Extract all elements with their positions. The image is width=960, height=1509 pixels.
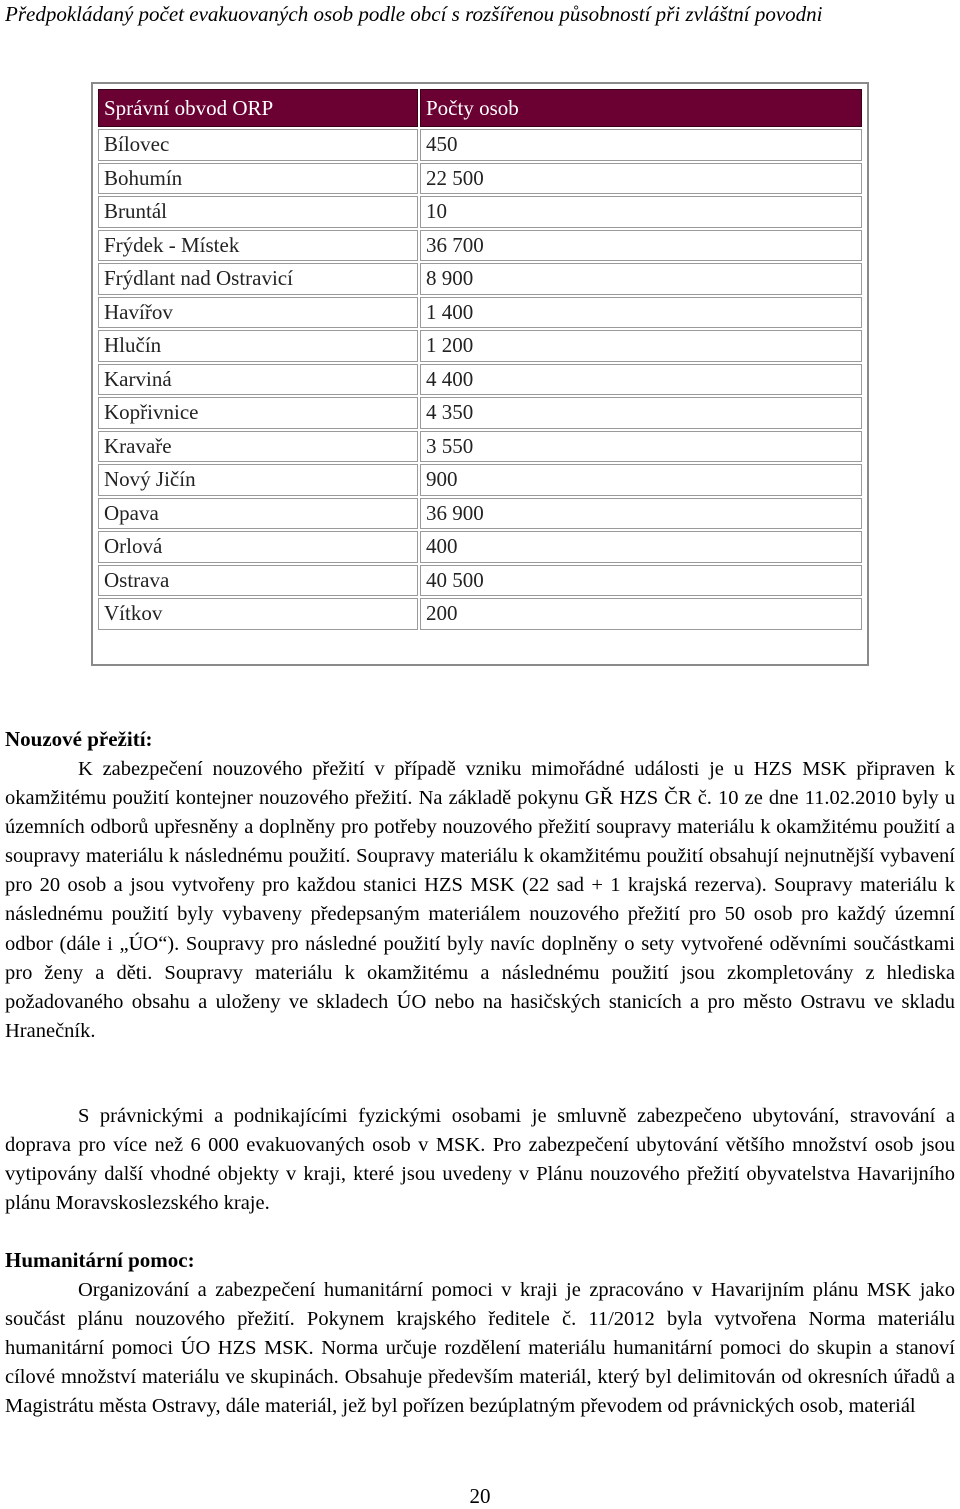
section-title-humanitarni-pomoc: Humanitární pomoc: bbox=[5, 1248, 195, 1272]
section-title-nouzove-preziti: Nouzové přežití: bbox=[5, 727, 153, 751]
person-count: 900 bbox=[420, 464, 862, 496]
evacuation-table bbox=[96, 87, 864, 632]
person-count: 1 200 bbox=[420, 330, 862, 362]
table-row bbox=[98, 163, 862, 195]
table-row bbox=[98, 297, 862, 329]
page-number: 20 bbox=[469, 1484, 491, 1508]
table-row bbox=[98, 531, 862, 563]
orp-name: Ostrava bbox=[98, 565, 418, 597]
orp-name: Opava bbox=[98, 498, 418, 530]
person-count: 4 350 bbox=[420, 397, 862, 429]
table-row bbox=[98, 464, 862, 496]
column-header-orp: Správní obvod ORP bbox=[98, 89, 418, 127]
orp-name: Havířov bbox=[98, 297, 418, 329]
person-count: 22 500 bbox=[420, 163, 862, 195]
orp-name: Karviná bbox=[98, 364, 418, 396]
orp-name: Frýdlant nad Ostravicí bbox=[98, 263, 418, 295]
person-count: 36 900 bbox=[420, 498, 862, 530]
table-row bbox=[98, 129, 862, 161]
table-row bbox=[98, 431, 862, 463]
orp-name: Frýdek - Místek bbox=[98, 230, 418, 262]
orp-name: Bohumín bbox=[98, 163, 418, 195]
orp-name: Orlová bbox=[98, 531, 418, 563]
table-row bbox=[98, 565, 862, 597]
orp-name: Bílovec bbox=[98, 129, 418, 161]
table-row bbox=[98, 263, 862, 295]
person-count: 8 900 bbox=[420, 263, 862, 295]
table-row bbox=[98, 598, 862, 630]
table-header-row bbox=[98, 89, 862, 127]
table-row bbox=[98, 196, 862, 228]
orp-name: Kravaře bbox=[98, 431, 418, 463]
orp-name: Vítkov bbox=[98, 598, 418, 630]
person-count: 10 bbox=[420, 196, 862, 228]
column-header-count: Počty osob bbox=[420, 89, 862, 127]
paragraph-humanitarni-1: Organizování a zabezpečení humanitární pomoci v kraji je zpracováno v Havarijním plánu MSK jako součást plánu nouzového přežití. Pokynem krajského ředitele č. 11/2012 byla vytvořena Norma materiálu humanitární pomoci ÚO HZS MSK. Norma určuje rozdělení materiálu humanitární pomoci do skupin a stanoví cílové množství materiálu ve skupinách. Obsahuje především materiál, který byl delimitován od okresních úřadů a Magistrátu města Ostravy, dále materiál, jež byl pořízen bezúplatným převodem od právnických osob, materiál bbox=[5, 1279, 955, 1418]
paragraph-nouzove-1: K zabezpečení nouzového přežití v případě vzniku mimořádné události je u HZS MSK připraven k okamžitému použití kontejner nouzového přežití. Na základě pokynu GŘ HZS ČR č. 10 ze dne 11.02.2010 byly u územních odborů upřesněny a doplněny pro potřeby nouzového přežití soupravy materiálu k okamžitému použití a soupravy materiálu k následnému použití. Soupravy materiálu k okamžitému použití obsahují nejnutnější vybavení pro 20 osob a jsou vytvořeny pro každou stanici HZS MSK (22 sad + 1 krajská rezerva). Soupravy materiálu k následnému použití byly vybaveny předepsaným materiálem nouzového přežití pro 50 osob pro každý územní odbor (dále i „ÚO“). Soupravy pro následné použití byly navíc doplněny o sety vytvořené oděvními součástkami pro ženy a děti. Soupravy materiálu k okamžitému a následnému použití jsou zkompletovány z hlediska požadovaného obsahu a uloženy ve skladech ÚO nebo na hasičských stanicích a pro město Ostravu ve skladu Hranečník. bbox=[5, 758, 955, 1042]
table-row bbox=[98, 330, 862, 362]
table-row bbox=[98, 230, 862, 262]
table-row bbox=[98, 397, 862, 429]
orp-name: Bruntál bbox=[98, 196, 418, 228]
person-count: 1 400 bbox=[420, 297, 862, 329]
person-count: 40 500 bbox=[420, 565, 862, 597]
person-count: 200 bbox=[420, 598, 862, 630]
orp-name: Nový Jičín bbox=[98, 464, 418, 496]
table-row bbox=[98, 498, 862, 530]
person-count: 400 bbox=[420, 531, 862, 563]
person-count: 36 700 bbox=[420, 230, 862, 262]
person-count: 4 400 bbox=[420, 364, 862, 396]
paragraph-nouzove-2: S právnickými a podnikajícími fyzickými osobami je smluvně zabezpečeno ubytování, stravování a doprava pro více než 6 000 evakuovaných osob v MSK. Pro zabezpečení ubytování většího množství osob jsou vytipovány další vhodné objekty v kraji, které jsou uvedeny v Plánu nouzového přežití obyvatelstva Havarijního plánu Moravskoslezského kraje. bbox=[5, 1105, 955, 1215]
person-count: 450 bbox=[420, 129, 862, 161]
person-count: 3 550 bbox=[420, 431, 862, 463]
table-row bbox=[98, 364, 862, 396]
evacuation-table-container bbox=[91, 82, 869, 666]
orp-name: Kopřivnice bbox=[98, 397, 418, 429]
orp-name: Hlučín bbox=[98, 330, 418, 362]
page-heading: Předpokládaný počet evakuovaných osob podle obcí s rozšířenou působností při zvláštní povodni bbox=[5, 2, 823, 26]
